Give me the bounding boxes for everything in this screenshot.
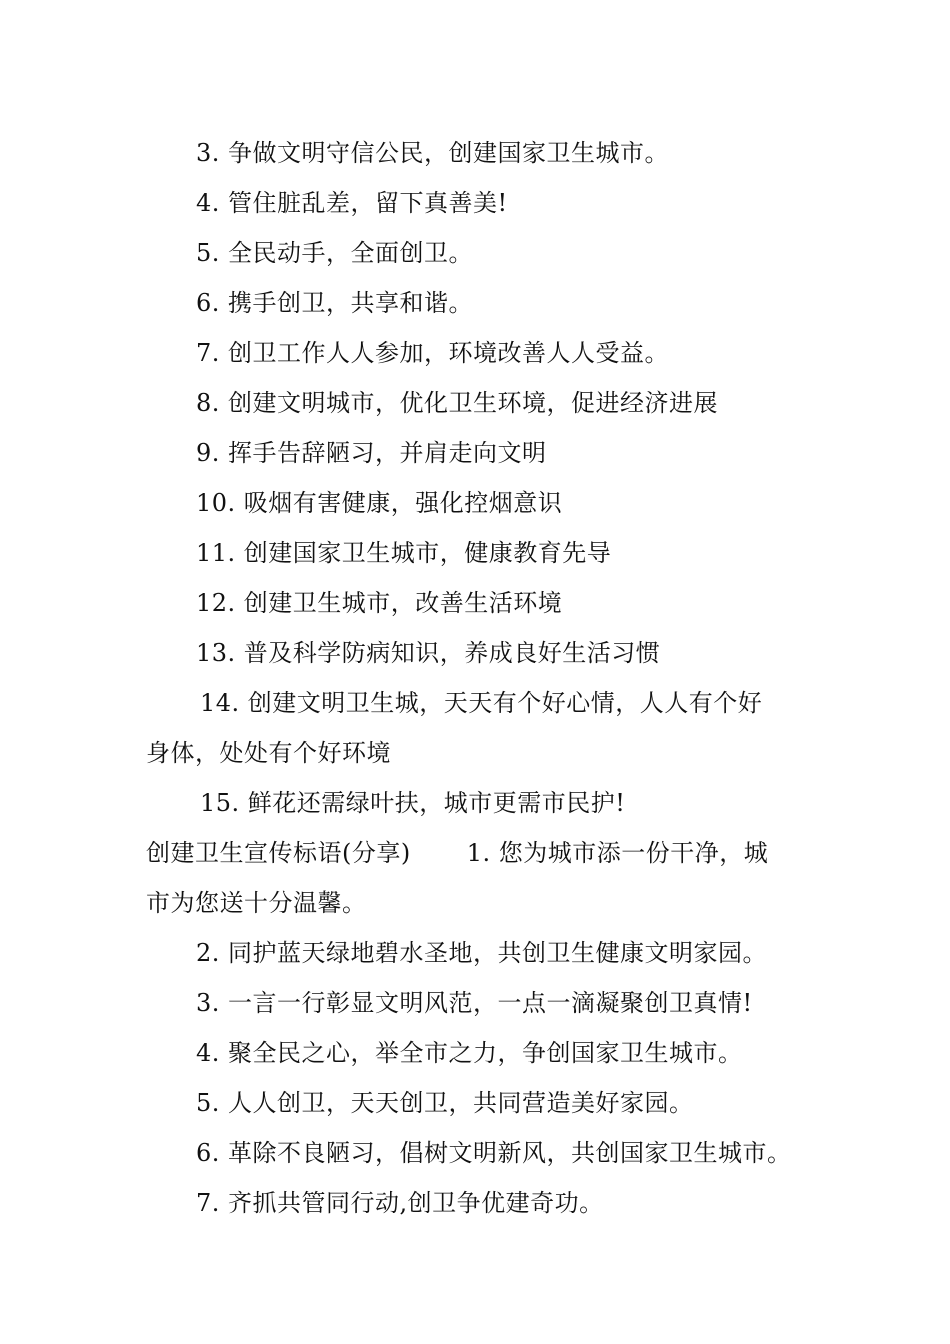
slogan-line: 3. 一言一行彰显文明风范，一点一滴凝聚创卫真情!: [196, 989, 753, 1017]
slogan-line: 3. 争做文明守信公民，创建国家卫生城市。: [196, 139, 670, 167]
slogan-line-15: 15. 鲜花还需绿叶扶，城市更需市民护!: [200, 789, 626, 817]
slogan-line: 4. 管住脏乱差，留下真善美!: [196, 189, 508, 217]
slogan-line: 4. 聚全民之心，举全市之力，争创国家卫生城市。: [196, 1039, 743, 1067]
slogan-line: 6. 革除不良陋习，倡树文明新风，共创国家卫生城市。: [196, 1139, 792, 1167]
slogan-line: 2. 同护蓝天绿地碧水圣地，共创卫生健康文明家园。: [196, 939, 768, 967]
slogan-line: 5. 人人创卫，天天创卫，共同营造美好家园。: [196, 1089, 694, 1117]
slogan-line: 7. 齐抓共管同行动,创卫争优建奇功。: [196, 1189, 604, 1217]
document-page: [146, 128, 816, 1228]
section-first-item-continued: 市为您送十分温馨。: [146, 889, 367, 917]
slogan-line: 7. 创卫工作人人参加，环境改善人人受益。: [196, 339, 670, 367]
slogan-line: 8. 创建文明城市，优化卫生环境，促进经济进展: [196, 389, 719, 417]
slogan-line: 11. 创建国家卫生城市，健康教育先导: [196, 539, 612, 567]
slogan-line-14-continued: 身体，处处有个好环境: [146, 739, 391, 767]
section-title: 创建卫生宣传标语(分享): [146, 839, 411, 867]
section-first-item: 1. 您为城市添一份干净，城: [466, 839, 769, 867]
slogan-line: 13. 普及科学防病知识，养成良好生活习惯: [196, 639, 661, 667]
slogan-line: 10. 吸烟有害健康，强化控烟意识: [196, 489, 563, 517]
slogan-line: 6. 携手创卫，共享和谐。: [196, 289, 474, 317]
slogan-line: 9. 挥手告辞陋习，并肩走向文明: [196, 439, 547, 467]
section-heading-line: [146, 828, 816, 878]
slogan-line: 12. 创建卫生城市，改善生活环境: [196, 589, 563, 617]
slogan-line: 5. 全民动手，全面创卫。: [196, 239, 474, 267]
slogan-line-14-first: 14. 创建文明卫生城，天天有个好心情，人人有个好: [200, 689, 763, 717]
